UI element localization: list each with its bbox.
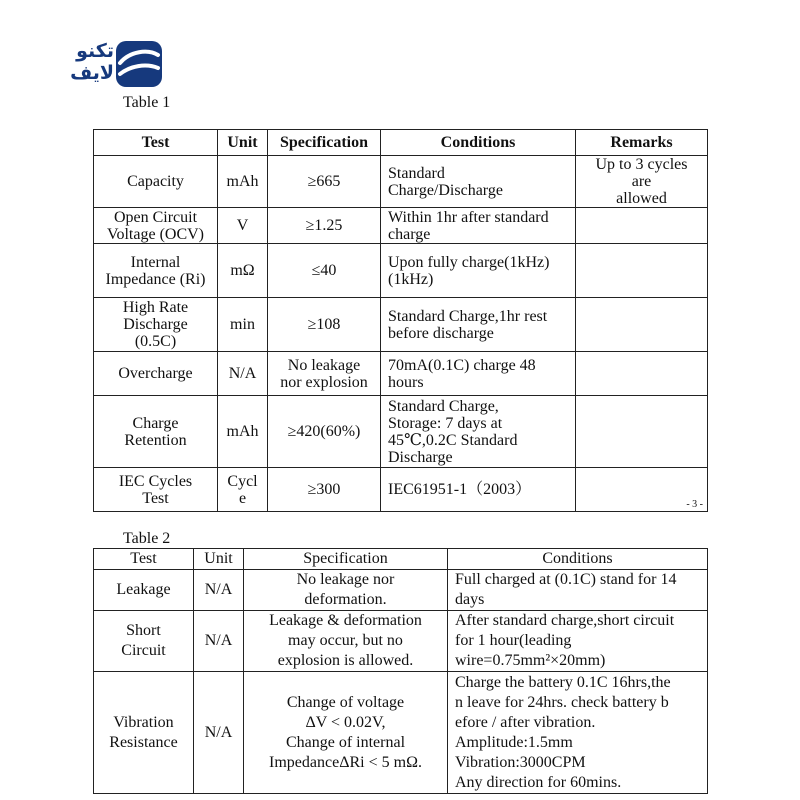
cell-line: ≤40 xyxy=(311,262,337,279)
cell-line: Any direction for 60mins. xyxy=(455,773,622,791)
cell-remarks xyxy=(576,396,708,468)
cell-line: Discharge xyxy=(123,316,188,333)
cell-test xyxy=(94,672,194,794)
cell-cond xyxy=(448,611,708,672)
cell-line: Retention xyxy=(124,431,187,449)
cell-unit xyxy=(218,156,268,208)
cell-line: N/A xyxy=(204,581,233,598)
cell-line: mAh xyxy=(226,173,259,190)
cell-remarks xyxy=(576,468,708,512)
cell-unit xyxy=(194,570,244,611)
cell-line: IEC Cycles xyxy=(118,472,193,490)
cell-cond xyxy=(381,244,576,298)
cell-line: Storage: 7 days at xyxy=(388,414,503,432)
cell-line: 45℃,0.2C Standard xyxy=(388,431,518,449)
cell-line: ImpedanceΔRi < 5 mΩ. xyxy=(269,753,422,771)
cell-line: N/A xyxy=(228,365,257,382)
cell-unit xyxy=(218,208,268,244)
cell-line: Voltage (OCV) xyxy=(106,225,205,243)
cell-remarks xyxy=(576,156,708,208)
table-row xyxy=(94,352,708,396)
cell-line: hours xyxy=(388,373,424,391)
cell-cond xyxy=(381,156,576,208)
logo-mark-icon xyxy=(116,41,162,87)
header-unit: Unit xyxy=(194,549,244,570)
cell-line: Short xyxy=(126,622,161,639)
table-row xyxy=(94,570,708,611)
cell-line: Leakage xyxy=(116,581,171,598)
cell-unit xyxy=(218,396,268,468)
table1-header-row xyxy=(94,130,708,156)
cell-line: Circuit xyxy=(121,642,166,659)
cell-line: mΩ xyxy=(230,262,255,279)
cell-test xyxy=(94,570,194,611)
table-1 xyxy=(93,129,708,512)
cell-line: After standard charge,short circuit xyxy=(455,612,675,629)
cell-line: Charge xyxy=(132,414,179,432)
cell-cond xyxy=(381,298,576,352)
cell-line: n leave for 24hrs. check battery b xyxy=(455,693,669,711)
cell-unit xyxy=(218,244,268,298)
cell-line: 70mA(0.1C) charge 48 xyxy=(388,356,536,374)
cell-test xyxy=(94,611,194,672)
cell-line: ΔV < 0.02V, xyxy=(305,713,386,731)
site-logo xyxy=(40,40,165,88)
header-unit: Unit xyxy=(218,130,268,156)
cell-line: charge xyxy=(388,225,431,243)
cell-line: e xyxy=(238,489,247,507)
cell-line: Cycl xyxy=(227,472,258,490)
cell-line: Vibration:3000CPM xyxy=(455,753,586,771)
cell-line: min xyxy=(230,316,255,333)
cell-line: Standard Charge, xyxy=(388,397,499,415)
cell-spec xyxy=(268,352,381,396)
header-test: Test xyxy=(94,130,218,156)
cell-line: are xyxy=(631,173,652,190)
cell-spec xyxy=(268,244,381,298)
header-remarks: Remarks xyxy=(576,130,708,156)
cell-line: N/A xyxy=(204,723,233,741)
cell-line: Amplitude:1.5mm xyxy=(455,733,573,751)
cell-line: ≥1.25 xyxy=(305,217,343,234)
cell-line: Impedance (Ri) xyxy=(105,270,206,288)
cell-line: Resistance xyxy=(109,733,178,751)
cell-spec xyxy=(244,672,448,794)
cell-line: Capacity xyxy=(127,173,184,190)
cell-line: Vibration xyxy=(113,713,174,731)
cell-line: Full charged at (0.1C) stand for 14 xyxy=(455,571,677,588)
cell-test xyxy=(94,208,218,244)
table-row xyxy=(94,156,708,208)
cell-line: Open Circuit xyxy=(113,208,198,226)
cell-line: ≥300 xyxy=(307,481,341,498)
cell-line: Within 1hr after standard xyxy=(388,208,549,226)
cell-line: (1kHz) xyxy=(388,270,434,288)
cell-line: High Rate xyxy=(122,299,189,316)
cell-spec xyxy=(268,156,381,208)
cell-line: allowed xyxy=(616,190,667,207)
header-conditions: Conditions xyxy=(448,549,708,570)
header-specification: Specification xyxy=(268,130,381,156)
cell-line: ≥420(60%) xyxy=(287,423,361,440)
cell-remarks xyxy=(576,352,708,396)
cell-line: Leakage & deformation xyxy=(269,612,422,629)
logo-line-2: لایف xyxy=(70,62,114,84)
cell-spec xyxy=(268,298,381,352)
cell-spec xyxy=(244,611,448,672)
cell-line: ≥665 xyxy=(307,173,341,190)
cell-test xyxy=(94,244,218,298)
table-row xyxy=(94,468,708,512)
cell-line: Test xyxy=(142,489,169,507)
cell-cond xyxy=(381,468,576,512)
cell-cond xyxy=(381,208,576,244)
cell-line: Discharge xyxy=(388,448,453,466)
cell-line: No leakage xyxy=(287,356,361,374)
cell-line: IEC61951-1（2003） xyxy=(388,481,532,498)
table-row xyxy=(94,298,708,352)
table2-caption: Table 2 xyxy=(123,530,171,547)
cell-remarks xyxy=(576,244,708,298)
cell-line: Change of internal xyxy=(285,733,406,751)
cell-line: Standard Charge,1hr rest xyxy=(388,307,548,325)
cell-line: No leakage nor xyxy=(296,571,395,588)
cell-cond xyxy=(448,672,708,794)
cell-line: Up to 3 cycles xyxy=(595,156,688,173)
table-2 xyxy=(93,548,708,794)
cell-line: N/A xyxy=(204,632,233,649)
cell-line: deformation. xyxy=(304,591,387,608)
cell-line: V xyxy=(236,217,249,234)
cell-test xyxy=(94,352,218,396)
table-row xyxy=(94,396,708,468)
table1-caption: Table 1 xyxy=(123,94,171,111)
cell-line: Internal xyxy=(130,253,181,271)
cell-line: efore / after vibration. xyxy=(455,713,596,731)
cell-line: mAh xyxy=(226,423,259,440)
cell-line: for 1 hour(leading xyxy=(455,632,572,649)
table-row xyxy=(94,611,708,672)
cell-line: ≥108 xyxy=(307,316,341,333)
cell-unit xyxy=(218,468,268,512)
cell-spec xyxy=(268,468,381,512)
cell-line: Standard xyxy=(388,164,445,182)
header-specification: Specification xyxy=(244,549,448,570)
table-row xyxy=(94,208,708,244)
table-row xyxy=(94,672,708,794)
cell-test xyxy=(94,156,218,208)
cell-line: Overcharge xyxy=(118,365,193,382)
header-test: Test xyxy=(94,549,194,570)
cell-line: nor explosion xyxy=(280,373,368,391)
cell-spec xyxy=(268,208,381,244)
page-number: - 3 - xyxy=(686,499,703,510)
cell-line: (0.5C) xyxy=(134,333,177,350)
cell-line: Charge/Discharge xyxy=(388,181,503,199)
cell-unit xyxy=(194,611,244,672)
table2-header-row xyxy=(94,549,708,570)
cell-line: wire=0.75mm²×20mm) xyxy=(455,652,606,669)
cell-unit xyxy=(194,672,244,794)
cell-unit xyxy=(218,298,268,352)
cell-test xyxy=(94,298,218,352)
cell-remarks xyxy=(576,298,708,352)
cell-remarks xyxy=(576,208,708,244)
cell-spec xyxy=(244,570,448,611)
cell-line: explosion is allowed. xyxy=(277,652,414,669)
cell-spec xyxy=(268,396,381,468)
cell-line: Change of voltage xyxy=(286,693,405,711)
cell-cond xyxy=(381,352,576,396)
logo-line-1: تکنو xyxy=(76,40,114,62)
cell-line: Upon fully charge(1kHz) xyxy=(388,253,550,271)
cell-unit xyxy=(218,352,268,396)
cell-line: days xyxy=(455,591,485,608)
logo-wordmark xyxy=(40,40,114,84)
cell-line: may occur, but no xyxy=(288,632,403,649)
table-row xyxy=(94,244,708,298)
cell-line: before discharge xyxy=(388,324,494,342)
cell-line: Charge the battery 0.1C 16hrs,the xyxy=(455,673,671,691)
cell-test xyxy=(94,468,218,512)
cell-test xyxy=(94,396,218,468)
header-conditions: Conditions xyxy=(381,130,576,156)
cell-cond xyxy=(381,396,576,468)
cell-cond xyxy=(448,570,708,611)
